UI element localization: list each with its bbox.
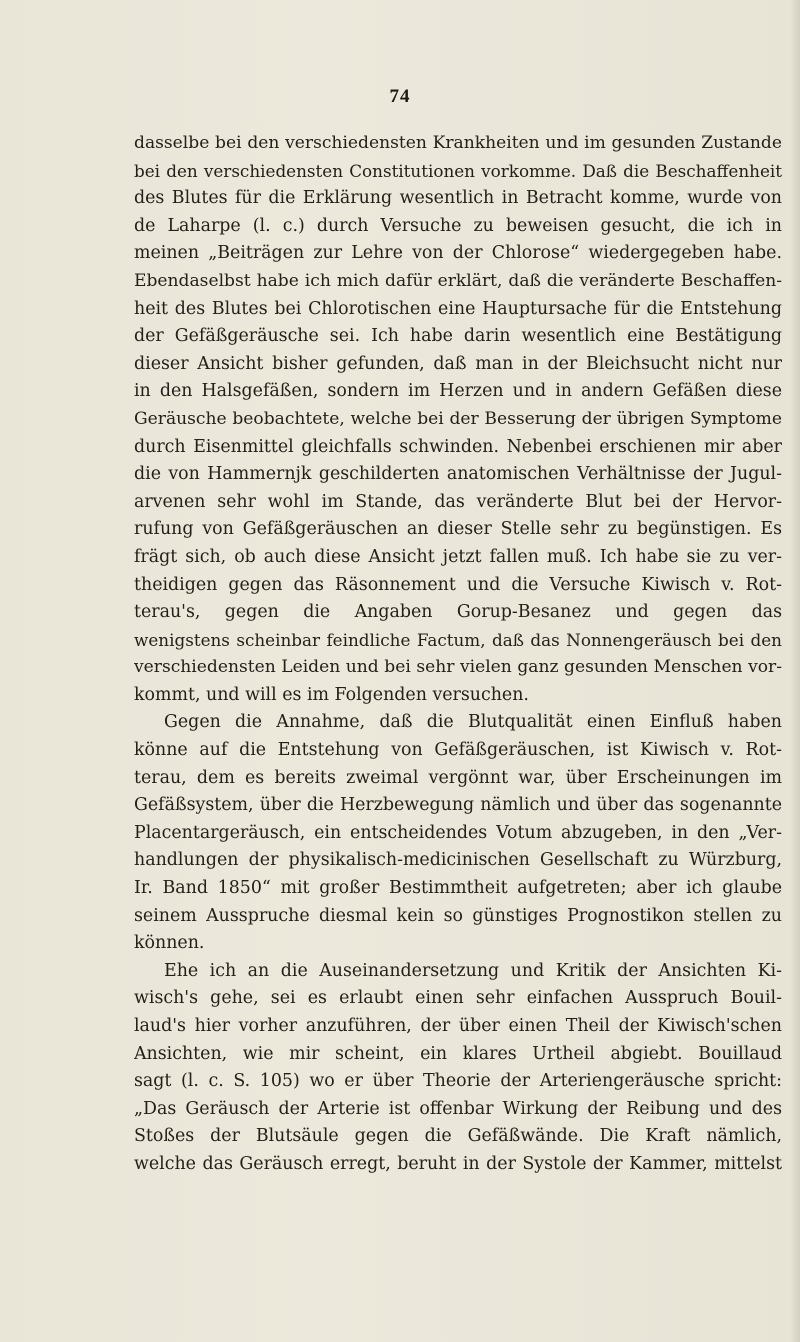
text-line: die von Hammernjk geschilderten anatomischen Verhältnisse der Jugul- [134,464,782,485]
text-line: terau's, gegen die Angaben Gorup-Besanez und gegen das [134,602,782,623]
text-line: kommt, und will es im Folgenden versuchen. [134,684,529,705]
text-line: des Blutes für die Erklärung wesentlich in Betracht komme, wurde von [134,188,782,209]
text-line: frägt sich, ob auch diese Ansicht jetzt fallen muß. Ich habe sie zu ver- [134,546,782,567]
page-edge-shadow [790,0,800,1342]
text-line: „Das Geräusch der Arterie ist offenbar Wirkung der Reibung und des [134,1098,782,1119]
text-line: dasselbe bei den verschiedensten Krankheiten und im gesunden Zustande [134,133,782,153]
text-line: Gegen die Annahme, daß die Blutqualität einen Einfluß haben [164,712,782,733]
text-line: durch Eisenmittel gleichfalls schwinden. Nebenbei erschienen mir aber [134,436,782,457]
text-line: handlungen der physikalisch-medicinischen Gesellschaft zu Würzburg, [134,850,782,871]
page-number: 74 [389,86,411,107]
text-line: der Gefäßgeräusche sei. Ich habe darin wesentlich eine Bestätigung [134,326,782,347]
text-line: heit des Blutes bei Chlorotischen eine Hauptursache für die Entstehung [134,298,782,319]
text-line: arvenen sehr wohl im Stande, das veränderte Blut bei der Hervor- [134,491,782,512]
text-line: bei den verschiedensten Constitutionen vorkomme. Daß die Beschaffenheit [134,160,782,181]
text-line: Ehe ich an die Auseinandersetzung und Kritik der Ansichten Ki- [164,960,782,981]
text-line: meinen „Beiträgen zur Lehre von der Chlorose“ wiedergegeben habe. [134,243,782,264]
text-line: verschiedensten Leiden und bei sehr vielen ganz gesunden Menschen vor- [134,657,782,678]
text-line: wisch's gehe, sei es erlaubt einen sehr einfachen Ausspruch Bouil- [134,988,782,1009]
text-line: wenigstens scheinbar feindliche Factum, daß das Nonnengeräusch bei den [134,629,782,650]
body-text [134,130,782,1179]
text-line: Placentargeräusch, ein entscheidendes Votum abzugeben, in den „Ver- [134,822,782,843]
text-line: können. [134,933,205,954]
text-line: rufung von Gefäßgeräuschen an dieser Stelle sehr zu begünstigen. Es [134,519,782,540]
text-line: theidigen gegen das Räsonnement und die Versuche Kiwisch v. Rot- [134,574,782,595]
text-line: Stoßes der Blutsäule gegen die Gefäßwände. Die Kraft nämlich, [134,1126,782,1147]
text-line: dieser Ansicht bisher gefunden, daß man in der Bleichsucht nicht nur [134,353,782,374]
text-line: terau, dem es bereits zweimal vergönnt war, über Erscheinungen im [134,767,782,788]
text-line: de Laharpe (l. c.) durch Versuche zu beweisen gesucht, die ich in [134,215,782,236]
text-line: Gefäßsystem, über die Herzbewegung nämlich und über das sogenannte [134,795,782,816]
text-line: welche das Geräusch erregt, beruht in der Systole der Kammer, mittelst [134,1153,782,1174]
text-line: laud's hier vorher anzuführen, der über einen Theil der Kiwisch'schen [134,1016,782,1036]
text-line: Ir. Band 1850“ mit großer Bestimmtheit aufgetreten; aber ich glaube [134,878,782,899]
text-line: Ansichten, wie mir scheint, ein klares Urtheil abgiebt. Bouillaud [134,1043,782,1064]
text-line: Geräusche beobachtete, welche bei der Besserung der übrigen Symptome [134,408,782,429]
text-line: könne auf die Entstehung von Gefäßgeräuschen, ist Kiwisch v. Rot- [134,740,782,761]
text-line: Ebendaselbst habe ich mich dafür erklärt, daß die veränderte Beschaffen- [134,270,782,291]
text-line: seinem Ausspruche diesmal kein so günstiges Prognostikon stellen zu [134,905,782,926]
text-line: sagt (l. c. S. 105) wo er über Theorie der Arteriengeräusche spricht: [134,1071,782,1092]
text-line: in den Halsgefäßen, sondern im Herzen und in andern Gefäßen diese [134,381,782,402]
